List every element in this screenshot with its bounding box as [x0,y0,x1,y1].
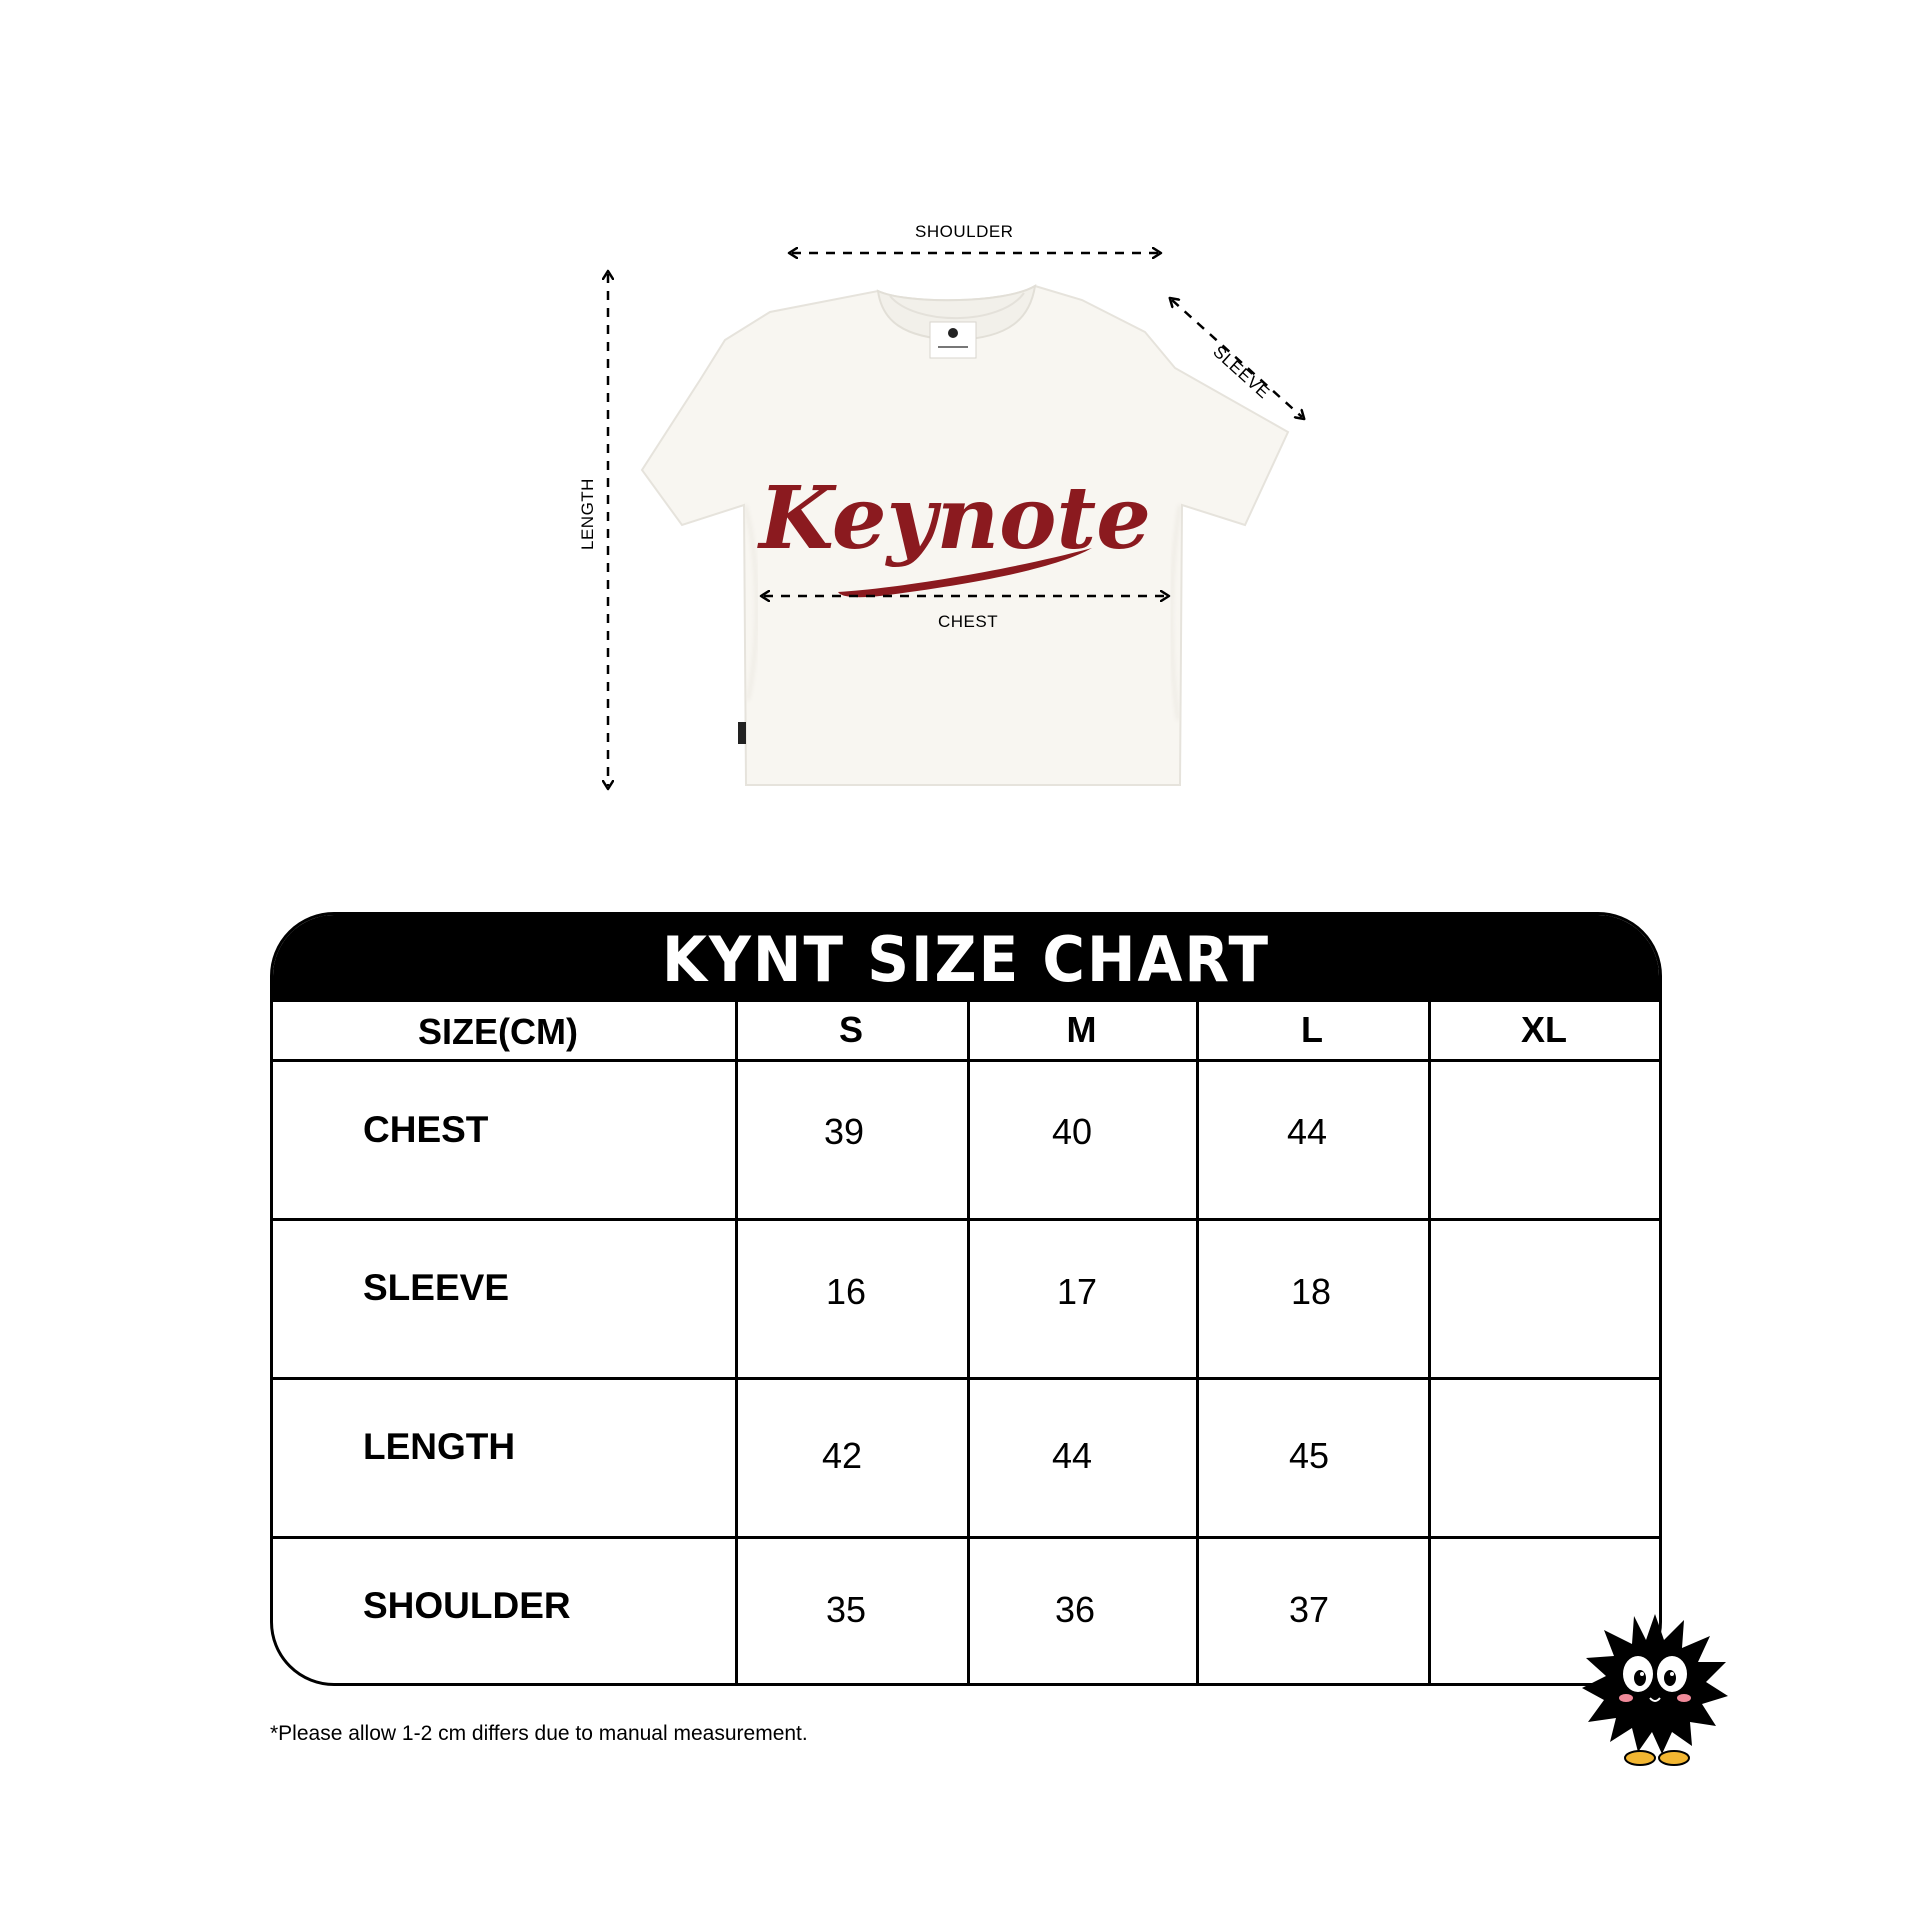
chest-s-value: 39 [823,1111,865,1152]
row-label-chest: CHEST [363,1109,489,1150]
column-divider [1428,999,1431,1686]
shoulder-label: SHOULDER [915,222,1014,241]
length-s-value: 42 [821,1435,863,1476]
shoulder-s-value: 35 [825,1589,867,1630]
header-size-m: M [1066,1009,1097,1050]
shoulder-l-value: 37 [1288,1589,1330,1630]
chest-label: CHEST [938,612,999,631]
row-divider [273,1218,1659,1221]
size-chart-grid [273,999,1659,1686]
header-size-l: L [1301,1009,1323,1050]
row-label-length: LENGTH [363,1426,516,1467]
size-chart-table [270,912,1662,1686]
column-divider [967,999,970,1686]
sleeve-label: SLEEVE [1209,342,1274,403]
row-divider [273,1536,1659,1539]
length-m-value: 44 [1051,1435,1093,1476]
chest-m-value: 40 [1051,1111,1093,1152]
row-divider [273,1059,1659,1062]
sleeve-s-value: 16 [825,1271,867,1312]
spiky-fuzzball-mascot-icon [1580,1610,1730,1770]
tshirt-illustration [0,0,1920,820]
length-label: LENGTH [578,478,597,550]
header-size-cm: SIZE(CM) [418,1011,578,1052]
column-divider [735,999,738,1686]
length-l-value: 45 [1288,1435,1330,1476]
size-chart-header-bar [273,915,1659,999]
row-label-shoulder: SHOULDER [363,1585,571,1626]
row-divider [273,1377,1659,1380]
header-size-s: S [838,1009,863,1050]
size-chart-title: KYNT SIZE CHART [661,922,1271,996]
row-label-sleeve: SLEEVE [363,1267,509,1308]
chest-l-value: 44 [1286,1111,1328,1152]
sleeve-l-value: 18 [1290,1271,1332,1312]
shoulder-m-value: 36 [1054,1589,1096,1630]
measurement-footnote: *Please allow 1-2 cm differs due to manual measurement. [270,1722,808,1745]
row-divider [273,999,1659,1002]
column-divider [1196,999,1199,1686]
garment-diagram [0,0,1920,820]
header-size-xl: XL [1520,1009,1567,1050]
svg-text:Keynote: Keynote [759,468,1151,569]
sleeve-m-value: 17 [1056,1271,1098,1312]
